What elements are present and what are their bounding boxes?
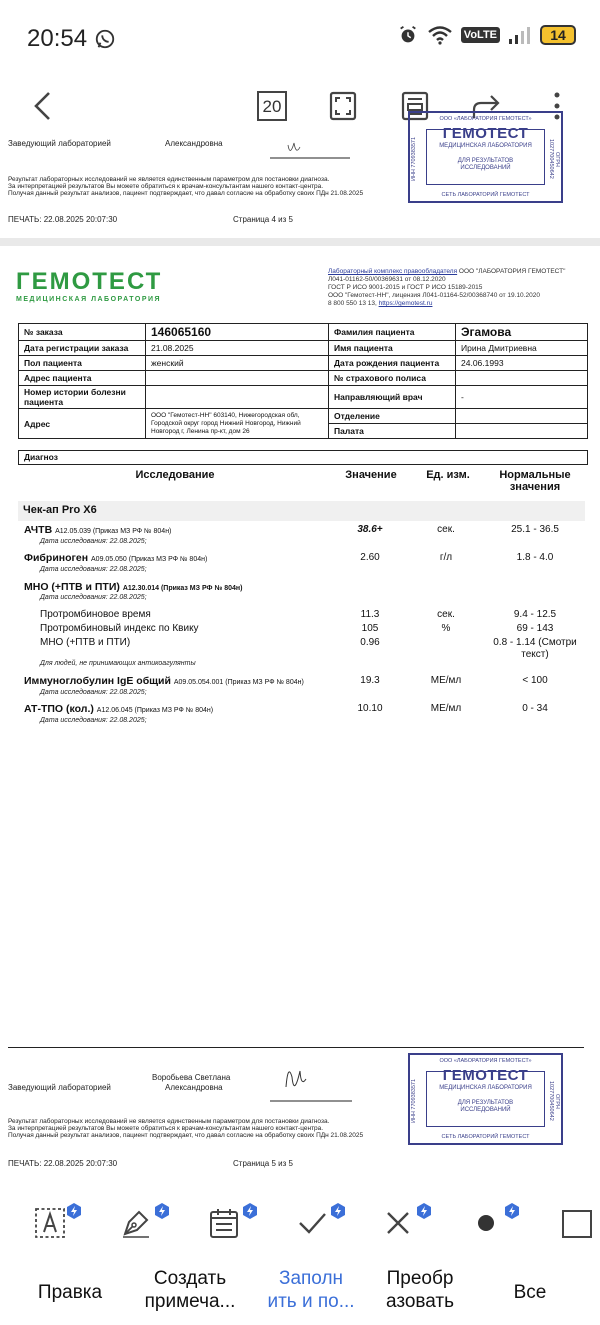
- volte-badge: VoLTE: [461, 27, 500, 43]
- footer-print-date: ПЕЧАТЬ: 22.08.2025 20:07:30: [8, 1159, 118, 1168]
- premium-badge-icon: [416, 1203, 432, 1219]
- premium-badge-icon: [154, 1203, 170, 1219]
- dob-label: Дата рождения пациента: [329, 356, 456, 371]
- document-viewer[interactable]: [0, 116, 600, 1185]
- result-ptv-value: 11.3: [360, 609, 380, 620]
- calendar-form-icon: [207, 1206, 241, 1240]
- result-ige-unit: МЕ/мл: [430, 675, 462, 686]
- page-count: 20: [257, 91, 287, 121]
- stamp-prev-top: ООО «ЛАБОРАТОРИЯ ГЕМОТЕСТ»: [439, 116, 532, 122]
- doctor-label: Направляющий врач: [329, 386, 456, 409]
- convert-line1: Преобр: [386, 1268, 454, 1289]
- status-icons: [397, 24, 576, 46]
- logo-sub: МЕДИЦИНСКАЯ ЛАБОРАТОРИЯ: [16, 296, 162, 303]
- result-ptv-norm: 9.4 - 12.5: [513, 609, 557, 620]
- result-attpo-code: A12.06.045 (Приказ МЗ РФ № 804н): [96, 707, 214, 714]
- status-time: 20:54: [27, 25, 88, 52]
- convert-action[interactable]: [370, 1267, 470, 1313]
- col-unit-header: Ед. изм.: [426, 469, 470, 481]
- result-fib-value: 2.60: [360, 552, 380, 563]
- department-label: Отделение: [329, 409, 456, 424]
- result-attpo-name: АТ-ТПО (кол.): [24, 703, 94, 715]
- prev-disclaimer-3: Получая данный результат анализов, пациент подтверждает, что давал согласие на обработку своих ПДн 21.08.2025: [8, 190, 364, 197]
- result-attpo-date: Дата исследования: 22.08.2025;: [40, 717, 147, 724]
- create-note-action[interactable]: [130, 1267, 250, 1313]
- company-info: [328, 268, 565, 308]
- create-note-line1: Создать: [153, 1268, 227, 1289]
- footer-divider: [8, 1047, 584, 1048]
- result-mno2-norm: 0.8 - 1.14 (Смотри текст): [493, 637, 577, 660]
- result-ige-code: A09.05.054.001 (Приказ МЗ РФ № 804н): [173, 679, 304, 686]
- stamp-prev-res1: ДЛЯ РЕЗУЛЬТАТОВ: [457, 158, 514, 164]
- result-pti-name: Протромбиновый индекс по Квику: [40, 623, 199, 634]
- status-bar: [0, 0, 600, 70]
- surname-label: Фамилия пациента: [329, 324, 456, 341]
- footer-head-name-2: Александровна: [165, 1083, 223, 1092]
- patient-address-label: Адрес пациента: [19, 371, 146, 386]
- bottom-toolbar: [0, 1185, 600, 1325]
- stamp-ogrn: ОГРН 1027700450642: [548, 1081, 560, 1121]
- result-mno-code: A12.30.014 (Приказ МЗ РФ № 804н): [122, 585, 243, 592]
- premium-badge-icon: [330, 1203, 346, 1219]
- stamp-prev-brand: ГЕМОТЕСТ: [442, 125, 529, 142]
- gemotest-logo: [16, 268, 162, 303]
- dob-value: 24.06.1993: [456, 356, 588, 371]
- battery-indicator: [540, 25, 576, 45]
- page-separator: [0, 238, 600, 246]
- result-mno-date: Дата исследования: 22.08.2025;: [40, 594, 147, 601]
- prev-disclaimer-2: За интерпретацией результатов Вы можете обратиться к врачам-консультантам нашего контакт-центра.: [8, 183, 324, 190]
- page-count-button[interactable]: [255, 89, 289, 123]
- fill-sign-line2: ить и по...: [267, 1291, 355, 1312]
- ward-label: Палата: [329, 424, 456, 439]
- stamp-res1: ДЛЯ РЕЗУЛЬТАТОВ: [457, 1100, 514, 1106]
- result-achtv-norm: 25.1 - 36.5: [511, 524, 559, 535]
- name-label: Имя пациента: [329, 341, 456, 356]
- cross-tool-button[interactable]: [378, 1203, 418, 1243]
- pen-tool-button[interactable]: [116, 1203, 156, 1243]
- footer-disclaimer-2: За интерпретацией результатов Вы можете обратиться к врачам-консультантам нашего контакт-центра.: [8, 1125, 324, 1132]
- patient-info-table: [18, 323, 588, 439]
- result-ptv-name: Протромбиновое время: [40, 609, 151, 620]
- address-value: ООО "Гемотест-НН" 603140, Нижегородская обл, Городской округ город Нижний Новгород, Нижний Новгород г, Ленина пр-кт, дом 26: [146, 409, 329, 439]
- text-box-icon: [33, 1206, 67, 1240]
- result-fib-unit: г/л: [439, 552, 453, 563]
- company-name: ООО "ЛАБОРАТОРИЯ ГЕМОТЕСТ": [457, 268, 566, 275]
- insurance-label: № страхового полиса: [329, 371, 456, 386]
- fullscreen-icon: [329, 91, 357, 121]
- stamp-prev-bottom: СЕТЬ ЛАБОРАТОРИЙ ГЕМОТЕСТ: [441, 192, 530, 198]
- signal-icon: [508, 25, 532, 45]
- result-achtv-name: АЧТВ: [24, 524, 53, 536]
- text-tool-button[interactable]: [30, 1203, 70, 1243]
- footer-disclaimer-1: Результат лабораторных исследований не является единственным параметром для постановки диагноза.: [8, 1118, 330, 1125]
- col-value-header: Значение: [345, 469, 397, 481]
- col-study-header: Исследование: [135, 469, 215, 481]
- wifi-icon: [427, 25, 453, 45]
- convert-line2: азовать: [385, 1291, 455, 1312]
- alarm-icon: [397, 24, 419, 46]
- cross-icon: [381, 1206, 415, 1240]
- all-action[interactable]: Все: [513, 1282, 547, 1303]
- prev-print-date: ПЕЧАТЬ: 22.08.2025 20:07:30: [8, 215, 118, 224]
- result-mno-note: Для людей, не принимающих антикоагулянты: [40, 660, 196, 667]
- company-line-2: ГОСТ Р ИСО 9001-2015 и ГОСТ Р ИСО 15189-2015: [328, 284, 483, 291]
- result-ptv-unit: сек.: [437, 609, 455, 620]
- result-achtv-date: Дата исследования: 22.08.2025;: [40, 538, 147, 545]
- result-fib-norm: 1.8 - 4.0: [516, 552, 554, 563]
- fill-sign-line1: Заполн: [278, 1268, 344, 1289]
- company-site-link[interactable]: https://gemotest.ru: [378, 300, 433, 307]
- stamp-prev-inn: ИНН 7709383571: [411, 137, 417, 182]
- reg-date-value: 21.08.2025: [146, 341, 329, 356]
- create-note-line2: примеча...: [144, 1291, 236, 1312]
- name-value: Ирина Дмитриевна: [456, 341, 588, 356]
- whatsapp-icon: [94, 28, 116, 50]
- result-achtv-unit: сек.: [437, 524, 455, 535]
- battery-level: 14: [550, 27, 566, 43]
- dot-icon: [469, 1206, 503, 1240]
- rectangle-tool-button[interactable]: [556, 1203, 596, 1243]
- result-attpo-unit: МЕ/мл: [430, 703, 462, 714]
- fill-sign-action[interactable]: [256, 1267, 366, 1313]
- prev-head-label: Заведующий лабораторией: [8, 139, 111, 148]
- premium-badge-icon: [504, 1203, 520, 1219]
- order-value: 146065160: [146, 324, 329, 341]
- order-label: № заказа: [19, 324, 146, 341]
- sex-value: женский: [146, 356, 329, 371]
- address-label: Адрес: [19, 409, 146, 439]
- premium-badge-icon: [242, 1203, 258, 1219]
- result-ige-norm: < 100: [522, 675, 548, 686]
- checkmark-icon: [295, 1206, 329, 1240]
- form-tool-button[interactable]: [204, 1203, 244, 1243]
- company-line-1: Л041-01162-50/00369631 от 08.12.2020: [328, 276, 446, 283]
- signature-icon: [270, 1057, 352, 1103]
- col-normal-header: Нормальные значения: [499, 469, 571, 493]
- history-label: Номер истории болезни пациента: [19, 386, 146, 409]
- result-attpo-value: 10.10: [357, 703, 383, 714]
- stamp-prev-ogrn: ОГРН 1027700450642: [548, 139, 560, 179]
- stamp-top: ООО «ЛАБОРАТОРИЯ ГЕМОТЕСТ»: [439, 1058, 532, 1064]
- footer-disclaimer-3: Получая данный результат анализов, пациент подтверждает, что давал согласие на обработку своих ПДн 21.08.2025: [8, 1132, 364, 1139]
- result-fib-date: Дата исследования: 22.08.2025;: [40, 566, 147, 573]
- stamp-prev-sub: МЕДИЦИНСКАЯ ЛАБОРАТОРИЯ: [439, 143, 532, 149]
- result-achtv-code: A12.05.039 (Приказ МЗ РФ № 804н): [55, 528, 172, 535]
- stamp-inn: ИНН 7709383571: [411, 1079, 417, 1124]
- stamp-bottom: СЕТЬ ЛАБОРАТОРИЙ ГЕМОТЕСТ: [441, 1134, 530, 1140]
- stamp-prev: [408, 111, 563, 203]
- diagnosis-label: Диагноз: [18, 450, 588, 465]
- stamp-brand: ГЕМОТЕСТ: [442, 1067, 529, 1084]
- fullscreen-button[interactable]: [326, 89, 360, 123]
- section-title: Чек-ап Pro X6: [18, 501, 585, 521]
- footer-head-label: Заведующий лабораторией: [8, 1083, 111, 1092]
- result-fib-code: A09.05.050 (Приказ МЗ РФ № 804н): [91, 556, 208, 563]
- result-pti-value: 105: [361, 623, 379, 634]
- result-ige-value: 19.3: [360, 675, 380, 686]
- surname-value: Эгамова: [456, 324, 588, 341]
- back-button[interactable]: [26, 89, 60, 123]
- dot-tool-button[interactable]: [466, 1203, 506, 1243]
- company-phone: 8 800 550 13 13,: [328, 300, 379, 307]
- signature-icon: [270, 135, 350, 160]
- result-mno-name: МНО (+ПТВ и ПТИ): [24, 581, 120, 593]
- stamp-current: [408, 1053, 563, 1145]
- result-pti-norm: 69 - 143: [516, 623, 554, 634]
- checkmark-tool-button[interactable]: [292, 1203, 332, 1243]
- result-mno2-name: МНО (+ПТВ и ПТИ): [40, 637, 131, 648]
- sex-label: Пол пациента: [19, 356, 146, 371]
- result-pti-unit: %: [441, 623, 451, 634]
- company-line-3: ООО "Гемотест-НН", лицензия Л041-01164-52/00368740 от 19.10.2020: [328, 292, 540, 299]
- company-link[interactable]: Лабораторный комплекс правообладателя: [328, 268, 458, 275]
- result-attpo-norm: 0 - 34: [522, 703, 548, 714]
- stamp-sub: МЕДИЦИНСКАЯ ЛАБОРАТОРИЯ: [439, 1085, 532, 1091]
- result-mno2-value: 0.96: [360, 637, 380, 648]
- stamp-prev-res2: ИССЛЕДОВАНИЙ: [460, 165, 511, 171]
- logo-main: ГЕМОТЕСТ: [16, 268, 163, 295]
- edit-action[interactable]: Правка: [37, 1282, 103, 1303]
- prev-head-name: Александровна: [165, 139, 223, 148]
- back-arrow-icon: [31, 91, 55, 121]
- prev-page-number: Страница 4 из 5: [233, 215, 293, 224]
- result-achtv-value: 38.6+: [357, 524, 383, 535]
- premium-badge-icon: [66, 1203, 82, 1219]
- rectangle-icon: [559, 1206, 593, 1240]
- footer-head-name-1: Воробьева Светлана: [152, 1073, 231, 1082]
- reg-date-label: Дата регистрации заказа: [19, 341, 146, 356]
- result-fib-name: Фибриноген: [24, 552, 89, 564]
- stamp-res2: ИССЛЕДОВАНИЙ: [460, 1107, 511, 1113]
- footer-page-number: Страница 5 из 5: [233, 1159, 293, 1168]
- result-ige-date: Дата исследования: 22.08.2025;: [40, 689, 147, 696]
- prev-disclaimer-1: Результат лабораторных исследований не является единственным параметром для постановки диагноза.: [8, 176, 330, 183]
- result-ige-name: Иммуноглобулин IgE общий: [24, 675, 171, 687]
- pen-icon: [119, 1206, 153, 1240]
- doctor-value: -: [456, 386, 588, 409]
